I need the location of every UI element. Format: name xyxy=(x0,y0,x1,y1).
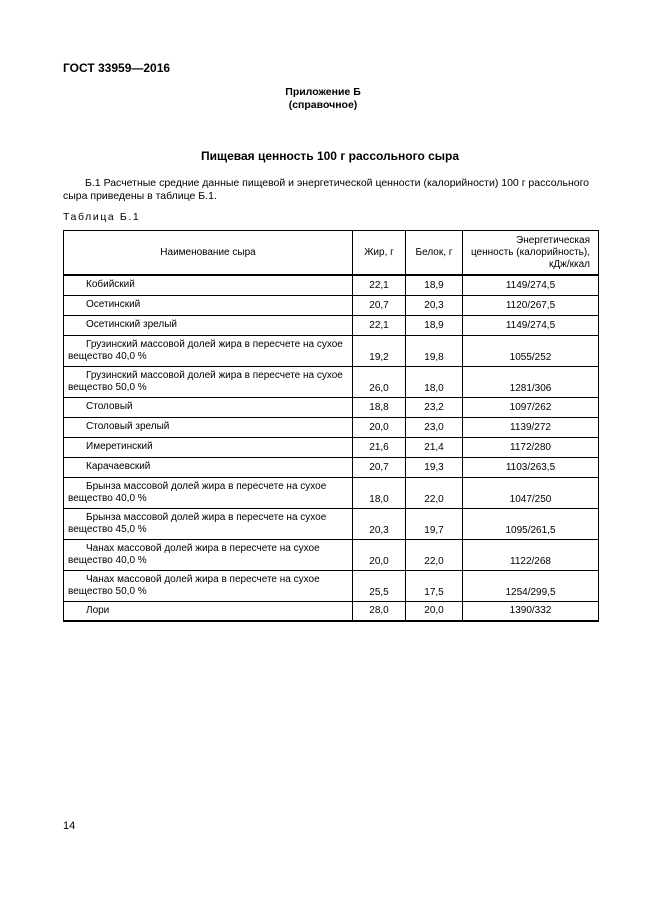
table-caption: Таблица Б.1 xyxy=(63,211,141,223)
cell-protein: 20,3 xyxy=(406,295,463,315)
cell-fat: 20,3 xyxy=(353,508,406,539)
table-header-row xyxy=(64,231,599,276)
cell-fat: 18,8 xyxy=(353,397,406,417)
cell-energy: 1103/263,5 xyxy=(463,457,599,477)
table-row xyxy=(64,417,599,437)
cell-name: Осетинский зрелый xyxy=(64,315,353,335)
table-body xyxy=(64,275,599,621)
table-row xyxy=(64,295,599,315)
header-energy-line2: ценность (калорийность), xyxy=(470,246,590,258)
cell-protein: 18,9 xyxy=(406,315,463,335)
table-row xyxy=(64,539,599,570)
cell-name: Грузинский массовой долей жира в пересчете на сухое вещество 40,0 % xyxy=(64,335,353,366)
cell-protein: 18,0 xyxy=(406,366,463,397)
cell-protein: 19,7 xyxy=(406,508,463,539)
cell-name: Кобийский xyxy=(64,275,353,295)
cell-protein: 20,0 xyxy=(406,601,463,621)
appendix-heading xyxy=(0,86,646,112)
cell-fat: 25,5 xyxy=(353,570,406,601)
page-number: 14 xyxy=(63,820,76,832)
cell-name: Карачаевский xyxy=(64,457,353,477)
cell-energy: 1047/250 xyxy=(463,477,599,508)
cell-energy: 1055/252 xyxy=(463,335,599,366)
header-name: Наименование сыра xyxy=(64,231,353,276)
appendix-title: Приложение Б xyxy=(285,86,361,98)
header-fat: Жир, г xyxy=(353,231,406,276)
cell-fat: 20,0 xyxy=(353,539,406,570)
cell-fat: 21,6 xyxy=(353,437,406,457)
table-row xyxy=(64,477,599,508)
cell-energy: 1390/332 xyxy=(463,601,599,621)
intro-paragraph: Б.1 Расчетные средние данные пищевой и энергетической ценности (калорийности) 100 г рассольного сыра приведены в таблице Б.1. xyxy=(63,177,590,202)
cell-energy: 1254/299,5 xyxy=(463,570,599,601)
cell-name: Брынза массовой долей жира в пересчете на сухое вещество 45,0 % xyxy=(64,508,353,539)
table-row xyxy=(64,275,599,295)
cell-name: Чанах массовой долей жира в пересчете на сухое вещество 50,0 % xyxy=(64,570,353,601)
appendix-subtitle: (справочное) xyxy=(288,99,358,111)
cell-energy: 1149/274,5 xyxy=(463,315,599,335)
header-energy-line3: кДж/ккал xyxy=(549,258,590,270)
table-row xyxy=(64,508,599,539)
cell-name: Лори xyxy=(64,601,353,621)
header-energy xyxy=(463,231,599,276)
cheese-nutrition-table xyxy=(63,230,599,622)
cell-energy: 1149/274,5 xyxy=(463,275,599,295)
cell-fat: 20,0 xyxy=(353,417,406,437)
cell-fat: 28,0 xyxy=(353,601,406,621)
cell-name: Чанах массовой долей жира в пересчете на сухое вещество 40,0 % xyxy=(64,539,353,570)
cell-protein: 17,5 xyxy=(406,570,463,601)
cell-energy: 1172/280 xyxy=(463,437,599,457)
document-code: ГОСТ 33959—2016 xyxy=(63,61,171,75)
cell-protein: 18,9 xyxy=(406,275,463,295)
cell-energy: 1122/268 xyxy=(463,539,599,570)
cell-fat: 20,7 xyxy=(353,295,406,315)
cell-fat: 22,1 xyxy=(353,275,406,295)
cell-fat: 19,2 xyxy=(353,335,406,366)
cell-fat: 22,1 xyxy=(353,315,406,335)
cell-protein: 22,0 xyxy=(406,477,463,508)
table-row xyxy=(64,315,599,335)
cell-name: Грузинский массовой долей жира в пересчете на сухое вещество 50,0 % xyxy=(64,366,353,397)
cell-protein: 23,0 xyxy=(406,417,463,437)
cell-protein: 22,0 xyxy=(406,539,463,570)
cell-fat: 20,7 xyxy=(353,457,406,477)
table-row xyxy=(64,570,599,601)
table-row xyxy=(64,366,599,397)
cell-energy: 1120/267,5 xyxy=(463,295,599,315)
header-protein: Белок, г xyxy=(406,231,463,276)
cell-name: Брынза массовой долей жира в пересчете на сухое вещество 40,0 % xyxy=(64,477,353,508)
cell-protein: 21,4 xyxy=(406,437,463,457)
table-row xyxy=(64,457,599,477)
cell-energy: 1095/261,5 xyxy=(463,508,599,539)
cell-protein: 19,8 xyxy=(406,335,463,366)
cell-energy: 1097/262 xyxy=(463,397,599,417)
section-title: Пищевая ценность 100 г рассольного сыра xyxy=(200,149,460,163)
cell-energy: 1281/306 xyxy=(463,366,599,397)
header-energy-line1: Энергетическая xyxy=(516,234,590,246)
cell-name: Столовый зрелый xyxy=(64,417,353,437)
cell-name: Осетинский xyxy=(64,295,353,315)
cell-fat: 18,0 xyxy=(353,477,406,508)
table-row xyxy=(64,335,599,366)
cell-protein: 19,3 xyxy=(406,457,463,477)
table-row xyxy=(64,601,599,621)
cell-protein: 23,2 xyxy=(406,397,463,417)
cell-energy: 1139/272 xyxy=(463,417,599,437)
cell-fat: 26,0 xyxy=(353,366,406,397)
table-row xyxy=(64,437,599,457)
cell-name: Имеретинский xyxy=(64,437,353,457)
cell-name: Столовый xyxy=(64,397,353,417)
table-row xyxy=(64,397,599,417)
